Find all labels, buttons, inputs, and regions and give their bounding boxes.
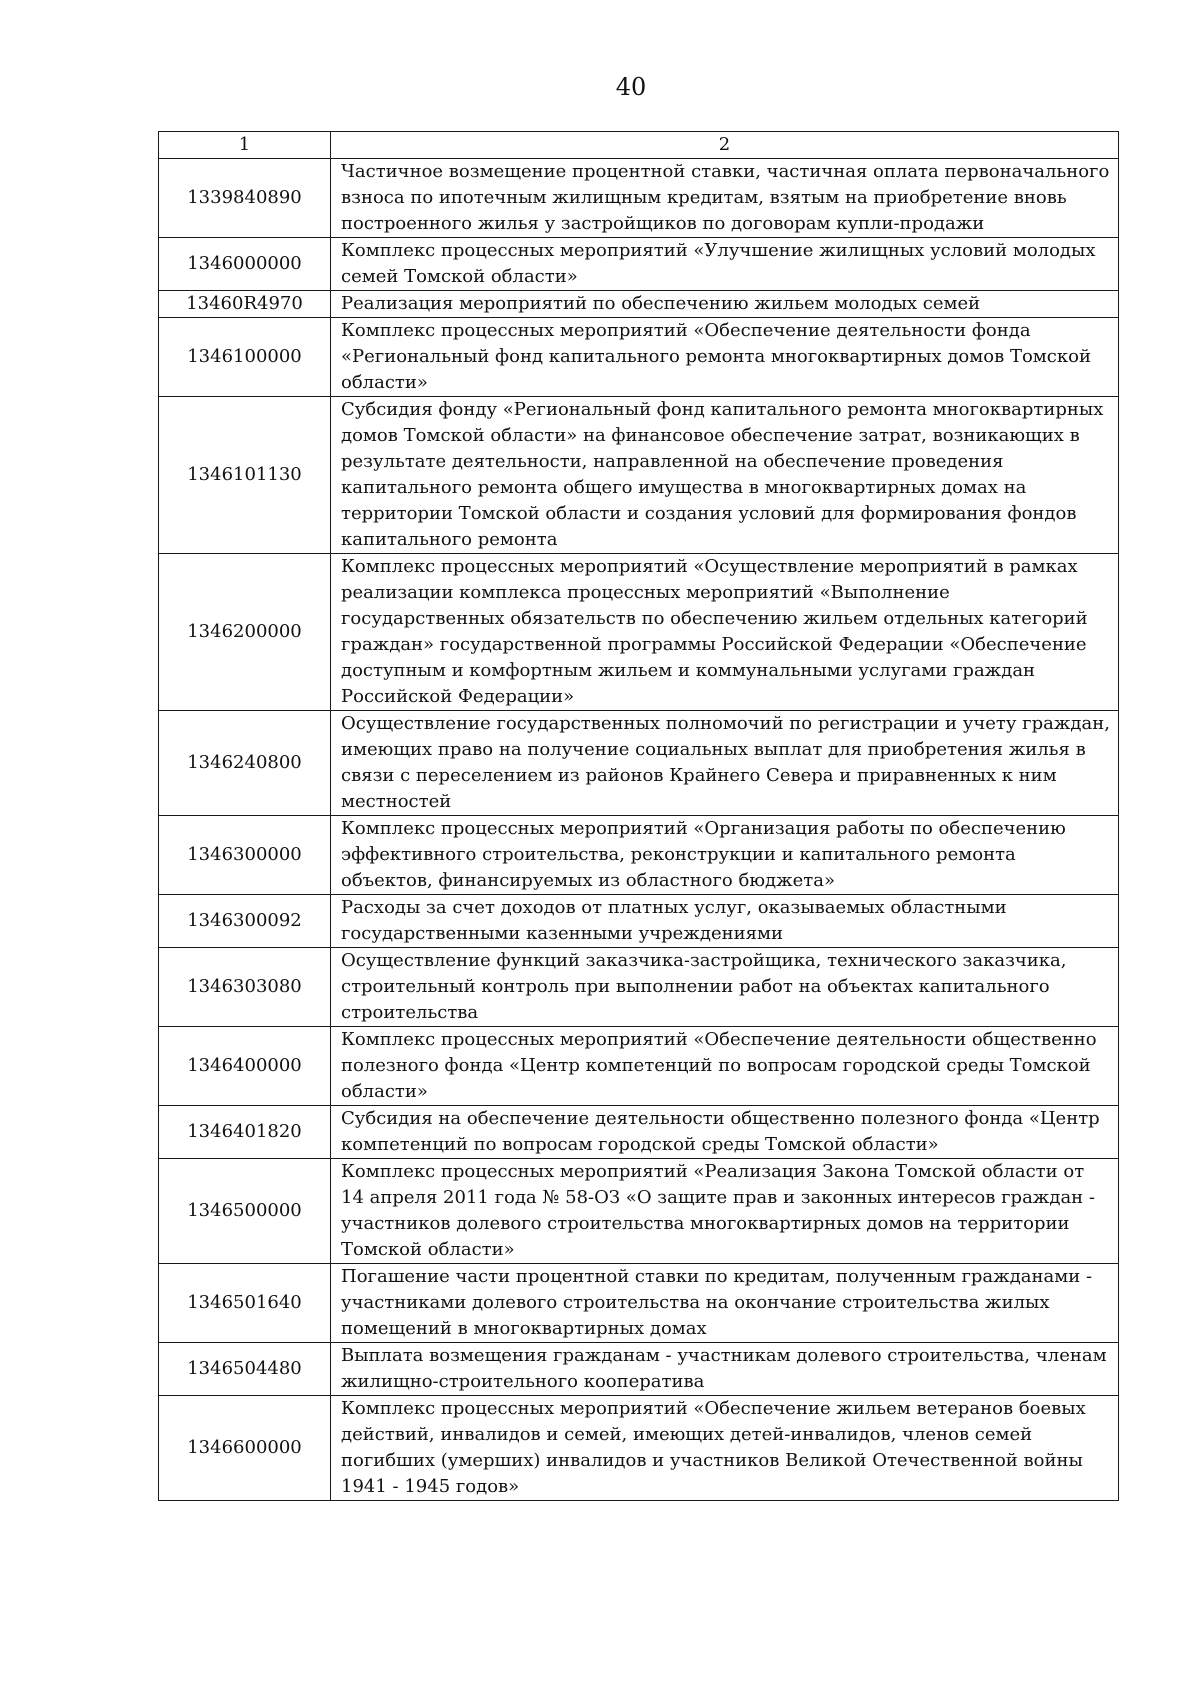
- row-code: 1346100000: [159, 318, 331, 397]
- table-row: [159, 1159, 1119, 1264]
- column-header-name: 2: [331, 132, 1119, 159]
- table-row: [159, 711, 1119, 816]
- table-row: [159, 1027, 1119, 1106]
- row-name: Расходы за счет доходов от платных услуг, оказываемых областными государственными казенными учреждениями: [331, 895, 1119, 948]
- row-name: Комплекс процессных мероприятий «Обеспечение деятельности общественно полезного фонда «Центр компетенций по вопросам городской среды Томской области»: [331, 1027, 1119, 1106]
- row-code: 1346300092: [159, 895, 331, 948]
- page-number: 40: [615, 73, 647, 101]
- row-name: Погашение части процентной ставки по кредитам, полученным гражданами - участниками долевого строительства на окончание строительства жилых помещений в многоквартирных домах: [331, 1264, 1119, 1343]
- row-name: Выплата возмещения гражданам - участникам долевого строительства, членам жилищно-строительного кооператива: [331, 1343, 1119, 1396]
- row-name: Комплекс процессных мероприятий «Обеспечение жильем ветеранов боевых действий, инвалидов и семей, имеющих детей-инвалидов, членов семей погибших (умерших) инвалидов и участников Великой Отечественной войны 1941 - 1945 годов»: [331, 1396, 1119, 1501]
- table-row: [159, 816, 1119, 895]
- table-row: [159, 291, 1119, 318]
- table-row: [159, 554, 1119, 711]
- row-code: 1346501640: [159, 1264, 331, 1343]
- row-code: 1346401820: [159, 1106, 331, 1159]
- table-row: [159, 1264, 1119, 1343]
- table-row: [159, 895, 1119, 948]
- row-name: Комплекс процессных мероприятий «Обеспечение деятельности фонда «Региональный фонд капитального ремонта многоквартирных домов Томской области»: [331, 318, 1119, 397]
- budget-code-table: [158, 131, 1119, 1501]
- row-code: 1346400000: [159, 1027, 331, 1106]
- row-name: Субсидия фонду «Региональный фонд капитального ремонта многоквартирных домов Томской области» на финансовое обеспечение затрат, возникающих в результате деятельности, направленной на обеспечение проведения капитального ремонта общего имущества в многоквартирных домах на территории Томской области и создания условий для формирования фондов капитального ремонта: [331, 397, 1119, 554]
- row-code: 1346200000: [159, 554, 331, 711]
- table-row: [159, 318, 1119, 397]
- table-row: [159, 1343, 1119, 1396]
- row-name: Комплекс процессных мероприятий «Осуществление мероприятий в рамках реализации комплекса процессных мероприятий «Выполнение государственных обязательств по обеспечению жильем отдельных категорий граждан» государственной программы Российской Федерации «Обеспечение доступным и комфортным жильем и коммунальными услугами граждан Российской Федерации»: [331, 554, 1119, 711]
- row-name: Осуществление функций заказчика-застройщика, технического заказчика, строительный контроль при выполнении работ на объектах капитального строительства: [331, 948, 1119, 1027]
- table-row: [159, 159, 1119, 238]
- row-code: 13460R4970: [159, 291, 331, 318]
- row-code: 1339840890: [159, 159, 331, 238]
- row-code: 1346600000: [159, 1396, 331, 1501]
- table-header-row: [159, 132, 1119, 159]
- table-row: [159, 238, 1119, 291]
- table-row: [159, 397, 1119, 554]
- row-name: Реализация мероприятий по обеспечению жильем молодых семей: [331, 291, 1119, 318]
- row-code: 1346101130: [159, 397, 331, 554]
- row-name: Осуществление государственных полномочий по регистрации и учету граждан, имеющих право на получение социальных выплат для приобретения жилья в связи с переселением из районов Крайнего Севера и приравненных к ним местностей: [331, 711, 1119, 816]
- table-row: [159, 1106, 1119, 1159]
- row-name: Частичное возмещение процентной ставки, частичная оплата первоначального взноса по ипотечным жилищным кредитам, взятым на приобретение вновь построенного жилья у застройщиков по договорам купли-продажи: [331, 159, 1119, 238]
- row-name: Комплекс процессных мероприятий «Реализация Закона Томской области от 14 апреля 2011 года № 58-ОЗ «О защите прав и законных интересов граждан - участников долевого строительства многоквартирных домов на территории Томской области»: [331, 1159, 1119, 1264]
- table-row: [159, 948, 1119, 1027]
- row-code: 1346303080: [159, 948, 331, 1027]
- row-name: Комплекс процессных мероприятий «Организация работы по обеспечению эффективного строительства, реконструкции и капитального ремонта объектов, финансируемых из областного бюджета»: [331, 816, 1119, 895]
- row-name: Комплекс процессных мероприятий «Улучшение жилищных условий молодых семей Томской области»: [331, 238, 1119, 291]
- column-header-code: 1: [159, 132, 331, 159]
- row-code: 1346504480: [159, 1343, 331, 1396]
- row-code: 1346500000: [159, 1159, 331, 1264]
- row-code: 1346240800: [159, 711, 331, 816]
- row-name: Субсидия на обеспечение деятельности общественно полезного фонда «Центр компетенций по вопросам городской среды Томской области»: [331, 1106, 1119, 1159]
- table-row: [159, 1396, 1119, 1501]
- row-code: 1346000000: [159, 238, 331, 291]
- row-code: 1346300000: [159, 816, 331, 895]
